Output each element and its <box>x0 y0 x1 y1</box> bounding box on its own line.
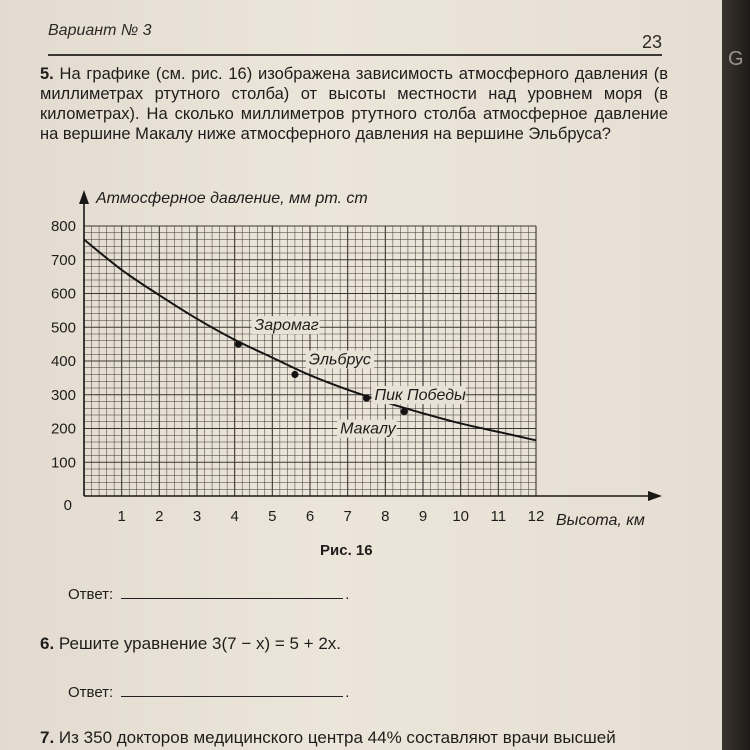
x-tick-label: 9 <box>418 508 428 525</box>
variant-title: Вариант № 3 <box>48 22 152 39</box>
task-6-text: Решите уравнение 3(7 − x) = 5 + 2x. <box>58 634 342 653</box>
y-tick-label: 300 <box>50 386 76 404</box>
answer-label-5: Ответ: <box>68 586 114 603</box>
answer-line-5: Ответ: . <box>68 586 350 603</box>
y-tick-label: 800 <box>50 218 76 235</box>
x-axis-title: Высота, км <box>556 512 645 529</box>
x-tick-label: 4 <box>230 508 239 525</box>
y-axis-title: Атмосферное давление, мм рт. ст <box>96 190 368 207</box>
x-tick-label: 3 <box>192 508 202 525</box>
x-tick-label: 11 <box>490 508 507 525</box>
x-tick-label: 1 <box>117 508 126 525</box>
y-tick-label: 400 <box>50 353 76 370</box>
x-tick-label: 6 <box>305 508 315 525</box>
task-6-number: 6. <box>40 634 55 653</box>
x-tick-label: 7 <box>343 508 352 525</box>
x-tick-label: 12 <box>527 508 545 525</box>
answer-label-6: Ответ: <box>68 684 114 701</box>
x-tick-label: 5 <box>268 508 277 525</box>
annotation-label: Заромаг <box>254 317 319 335</box>
annotation-point <box>363 395 370 402</box>
answer-line-6: Ответ: . <box>68 684 350 701</box>
y-tick-label: 500 <box>50 319 76 337</box>
y-tick-label: 200 <box>50 420 76 438</box>
book-edge <box>722 0 750 750</box>
y-tick-label: 700 <box>50 251 76 269</box>
task-7 <box>40 728 616 748</box>
y-axis-arrow <box>79 190 89 204</box>
origin-label: 0 <box>63 497 72 514</box>
task-6 <box>40 634 341 654</box>
answer-input-5[interactable] <box>121 584 343 599</box>
answer-input-6[interactable] <box>121 682 343 697</box>
x-axis-arrow <box>648 491 662 501</box>
annotation-point <box>401 408 408 415</box>
annotation-point <box>291 371 298 378</box>
annotation-point <box>235 341 242 348</box>
figure-caption: Рис. 16 <box>320 542 373 559</box>
task-5-text: На графике (см. рис. 16) изображена зависимость атмосферного давления (в миллиметрах ртутного столба) от высоты местности над уровнем моря (в километрах). На сколько миллиметров ртутного столба атмосферное давление на вершине Макалу ниже атмосферного давления на вершине Эльбруса? <box>40 65 668 143</box>
x-tick-label: 2 <box>155 508 164 525</box>
page-number: 23 <box>641 32 662 52</box>
task-5-number: 5. <box>40 65 54 83</box>
edge-glyph: G <box>728 48 744 70</box>
y-tick-label: 100 <box>50 454 76 472</box>
x-tick-label: 10 <box>452 508 470 525</box>
task-7-number: 7. <box>40 728 55 747</box>
annotation-label: Пик Победы <box>374 387 466 405</box>
task-7-text: Из 350 докторов медицинского центра 44% составляют врачи высшей <box>58 728 616 747</box>
x-tick-label: 8 <box>381 508 390 525</box>
y-tick-label: 600 <box>50 285 76 303</box>
annotation-label: Эльбрус <box>308 351 371 369</box>
annotation-label: Макалу <box>340 420 396 438</box>
